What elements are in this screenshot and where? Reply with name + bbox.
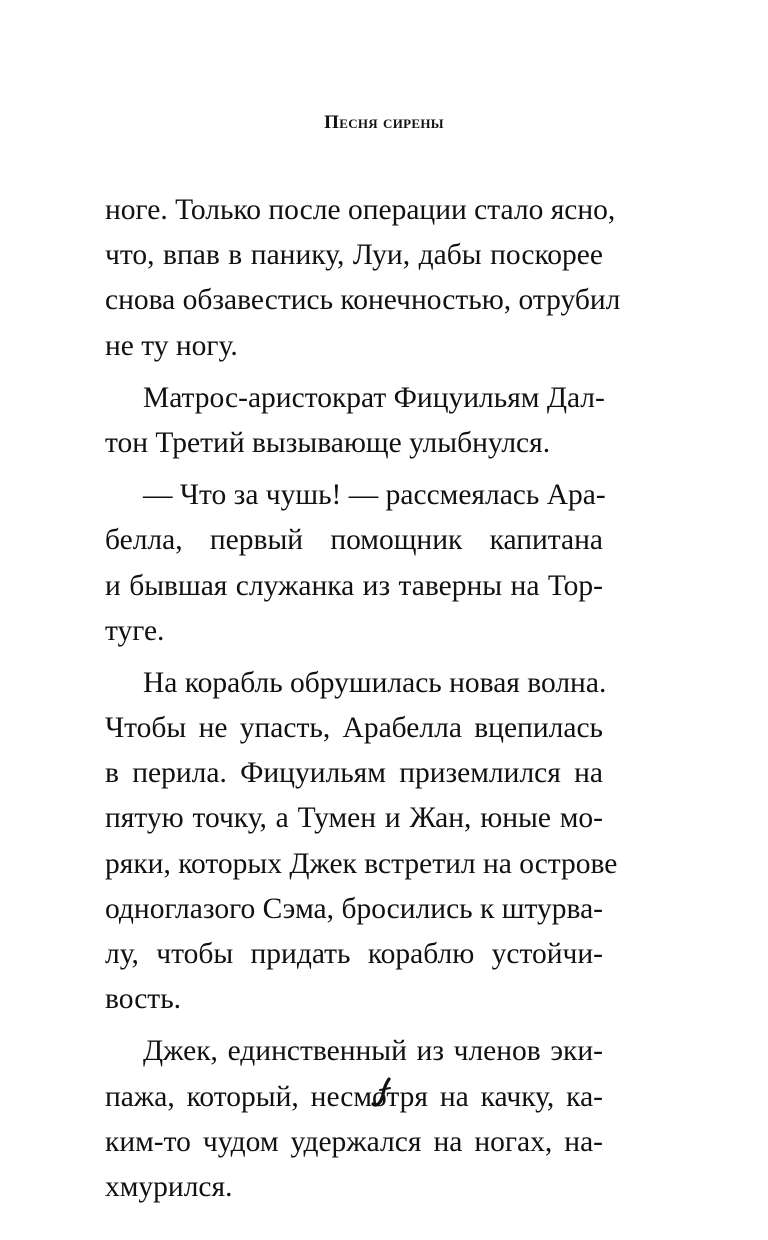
text-line: снова обзавестись конечностью, отрубил (105, 284, 621, 317)
text-line: в перила. Фицуильям приземлился на (105, 757, 603, 790)
paragraph-1 (105, 188, 621, 369)
page-number-glyph (369, 1076, 399, 1110)
running-head: Песня сирены (324, 112, 444, 133)
text-line: Чтобы не упасть, Арабелла вцепилась (105, 712, 603, 745)
text-line: туге. (105, 614, 165, 647)
text-line: вость. (105, 983, 182, 1016)
body-text (105, 188, 621, 1210)
text-line: ряки, которых Джек встретил на острове (105, 847, 618, 880)
text-line: Матрос-аристократ Фицуильям Дал- (143, 381, 605, 414)
text-line: ким-то чудом удержался на ногах, на- (105, 1125, 603, 1158)
text-line: лу, чтобы придать кораблю устойчи- (105, 938, 603, 970)
text-line: одноглазого Сэма, бросились к штурва- (105, 892, 603, 925)
text-line: пажа, который, несмотря на качку, ка- (105, 1080, 603, 1113)
text-line: что, впав в панику, Луи, дабы поскорее (105, 239, 603, 272)
page-number (0, 1076, 768, 1118)
text-line: На корабль обрушилась новая волна. (143, 666, 607, 699)
text-line: хмурился. (105, 1170, 233, 1203)
text-line: и бывшая служанка из таверны на Тор- (105, 569, 603, 602)
text-line: тон Третий вызывающе улыбнулся. (105, 426, 551, 459)
text-line: ноге. Только после операции стало ясно, (105, 194, 616, 226)
paragraph-4 (105, 661, 618, 1023)
paragraph-5 (105, 1029, 603, 1210)
text-line: пятую точку, а Тумен и Жан, юные мо- (105, 802, 603, 835)
text-line: Джек, единственный из членов эки- (143, 1035, 603, 1068)
text-line: — Что за чушь! — рассмеялась Ара- (143, 479, 606, 512)
paragraph-3 (105, 473, 606, 654)
text-line: белла, первый помощник капитана (105, 524, 603, 557)
text-line: не ту ногу. (105, 329, 238, 362)
paragraph-2 (105, 376, 603, 466)
